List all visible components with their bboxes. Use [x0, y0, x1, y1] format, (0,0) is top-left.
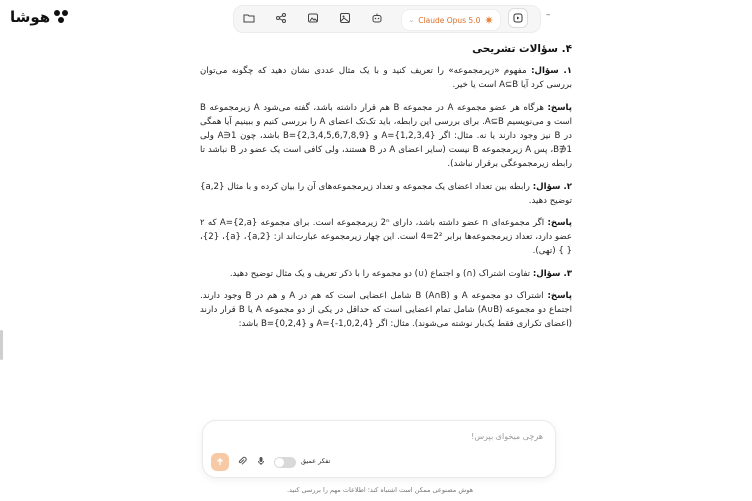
app-logo[interactable] — [10, 8, 68, 26]
question-label: ۳. سؤال: — [532, 268, 572, 279]
question-text: رابطه بین تعداد اعضای یک مجموعه و تعداد زیرمجموعه‌های آن را بیان کرده و با مثال {a,2} توضیح دهید. — [200, 181, 572, 206]
message-composer — [202, 420, 556, 478]
logo-text: هوشا — [10, 8, 51, 26]
footer-disclaimer: هوش مصنوعی ممکن است اشتباه کند؛ اطلاعات مهم را بررسی کنید. — [286, 486, 474, 494]
chevron-down-icon: ⌄ — [408, 16, 415, 24]
share-icon[interactable] — [274, 12, 288, 26]
question-text: مفهوم «زیرمجموعه» را تعریف کنید و با یک مثال عددی نشان دهید که چگونه می‌توان بررسی کرد آیا A⊆B است یا خیر. — [200, 66, 572, 91]
claude-star-icon: ✷ — [484, 13, 494, 27]
model-label: Claude Opus 5.0 — [418, 15, 481, 25]
section-title: ۴. سؤالات تشریحی — [472, 43, 572, 55]
attach-icon[interactable] — [236, 456, 248, 469]
question-label: ۱. سؤال: — [531, 66, 572, 77]
answer-label: پاسخ: — [547, 102, 573, 113]
deep-think-label: تفکر عمیق — [301, 457, 331, 465]
folder-icon[interactable] — [242, 12, 256, 26]
new-chat-button[interactable] — [508, 8, 528, 28]
answer-label: پاسخ: — [547, 290, 572, 301]
gallery-icon[interactable] — [306, 12, 320, 26]
answer-2 — [200, 216, 572, 259]
toolbar — [233, 5, 541, 33]
answer-3 — [200, 289, 572, 332]
bot-icon[interactable] — [370, 12, 384, 26]
image-icon[interactable] — [338, 12, 352, 26]
microphone-icon[interactable] — [255, 456, 267, 469]
answer-label: پاسخ: — [547, 218, 572, 229]
message-input[interactable]: هرچی میخوای بپرس! — [471, 432, 543, 441]
side-handle[interactable] — [0, 330, 3, 360]
menu-dash-icon[interactable]: – — [546, 10, 551, 20]
question-1 — [200, 64, 572, 92]
question-2 — [200, 180, 572, 208]
send-button[interactable] — [211, 453, 229, 471]
question-label: ۲. سؤال: — [532, 181, 573, 192]
chat-message — [200, 42, 572, 339]
model-selector[interactable] — [401, 9, 501, 31]
deep-think-toggle[interactable] — [274, 457, 296, 468]
answer-1 — [200, 101, 572, 172]
question-3 — [200, 267, 572, 281]
answer-text: اشتراک دو مجموعه A و B (A∩B) شامل اعضایی است که هم در A و هم در B وجود دارند. اجتماع دو مجموعه (A∪B) شامل تمام اعضایی است که حداقل در یکی از دو مجموعه A یا B قرار دارند (اعضای تکراری فقط یک‌بار نوشته می‌شوند). مثال: اگر A={-1,0,2,4} و B={0,2,4} باشد: — [200, 290, 572, 330]
top-bar — [0, 0, 752, 36]
answer-text: هرگاه هر عضو مجموعه A در مجموعه B هم قرار داشته باشد، گفته می‌شود A زیرمجموعه B است و می‌نویسیم A⊆B. برای بررسی این رابطه، باید تک‌تک اعضای A را بررسی کنیم و ببینیم آیا همگی در B نیز وجود دارند یا نه. مثال: اگر A={1,2,3,4} و B={2,3,4,5,6,7,8,9} باشد، چون A∋1 ولی B∌1، پس A زیرمجموعه B نیست (سایر اعضای A در B هستند، ولی کافی است یک عضو در B نباشد تا رابطه زیرمجموعگی برقرار نباشد). — [200, 102, 572, 170]
question-text: تفاوت اشتراک (∩) و اجتماع (∪) دو مجموعه را با ذکر تعریف و یک مثال توضیح دهید. — [229, 268, 533, 279]
answer-text: اگر مجموعه‌ای n عضو داشته باشد، دارای 2ⁿ زیرمجموعه است. برای مجموعه A={2,a} که ۲ عضو دارد، تعداد زیرمجموعه‌ها برابر 2²=4 است. این چهار زیرمجموعه عبارت‌اند از: {a,2}، {a}، {2}، { } (تهی). — [200, 218, 572, 257]
logo-mark-icon — [54, 10, 68, 24]
